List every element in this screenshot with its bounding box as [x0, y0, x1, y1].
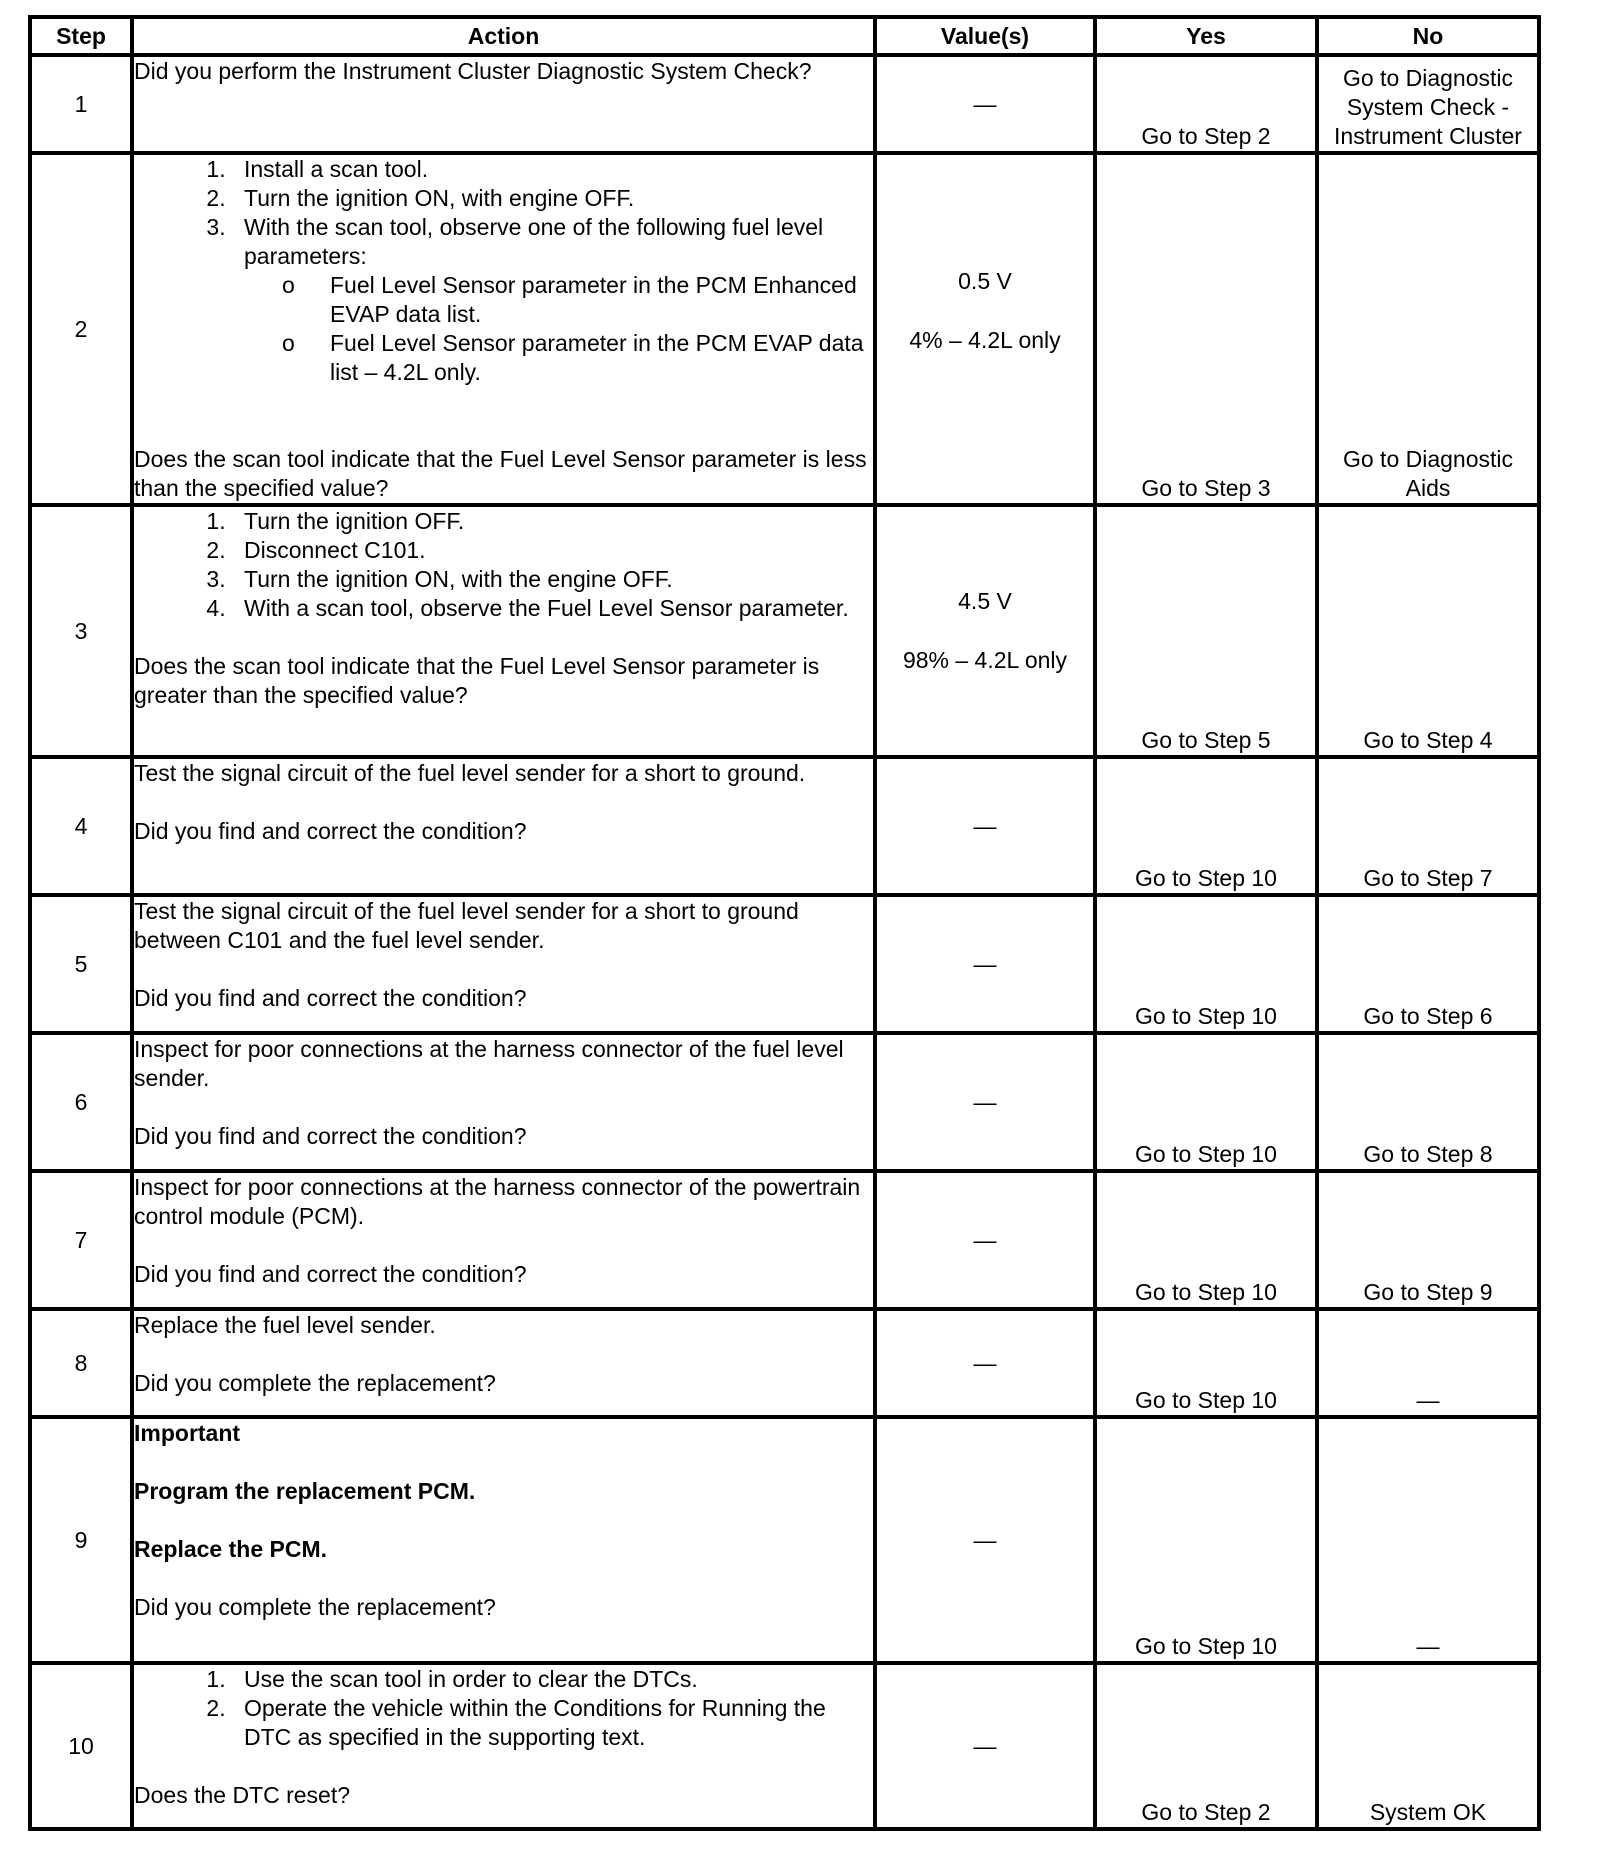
diagnostic-table: [28, 15, 1541, 1831]
yes-cell: Go to Step 2: [1095, 1663, 1317, 1829]
action-text: Test the signal circuit of the fuel level sender for a short to ground.: [134, 760, 806, 786]
step-number: 2: [30, 153, 132, 505]
value-cell: —: [875, 1033, 1095, 1171]
list-item: 2. Turn the ignition ON, with engine OFF.: [232, 184, 873, 213]
step-number: 10: [30, 1663, 132, 1829]
table-row: [30, 1033, 1539, 1171]
value-cell: [875, 505, 1095, 757]
important-label: Important: [134, 1420, 241, 1446]
step-number: 4: [30, 757, 132, 895]
header-yes: Yes: [1095, 17, 1317, 55]
step-number: 9: [30, 1417, 132, 1663]
sub-list-item: o Fuel Level Sensor parameter in the PCM EVAP data list – 4.2L only.: [330, 329, 873, 387]
action-cell: [132, 505, 875, 757]
no-cell: Go to Diagnostic System Check - Instrument Cluster: [1317, 55, 1539, 153]
action-cell: [132, 1171, 875, 1309]
question-text: Did you find and correct the condition?: [134, 1261, 527, 1287]
table-row: [30, 757, 1539, 895]
action-list: [134, 507, 873, 623]
question-text: Does the scan tool indicate that the Fuel Level Sensor parameter is greater than the specified value?: [134, 653, 820, 708]
action-text: Inspect for poor connections at the harness connector of the fuel level sender.: [134, 1036, 844, 1091]
header-row: [30, 17, 1539, 55]
table-row: [30, 55, 1539, 153]
list-item: 2. Operate the vehicle within the Conditions for Running the DTC as specified in the supporting text.: [232, 1694, 873, 1752]
action-cell: [132, 757, 875, 895]
no-cell: Go to Step 4: [1317, 505, 1539, 757]
yes-cell: Go to Step 10: [1095, 1417, 1317, 1663]
step-number: 8: [30, 1309, 132, 1417]
no-cell: Go to Step 7: [1317, 757, 1539, 895]
important-text: Program the replacement PCM.: [134, 1478, 476, 1504]
step-number: 7: [30, 1171, 132, 1309]
no-cell: —: [1317, 1309, 1539, 1417]
value-cell: [875, 153, 1095, 505]
step-number: 1: [30, 55, 132, 153]
no-cell: Go to Step 6: [1317, 895, 1539, 1033]
action-list: [134, 155, 873, 387]
yes-cell: Go to Step 2: [1095, 55, 1317, 153]
yes-cell: Go to Step 10: [1095, 1171, 1317, 1309]
no-cell: Go to Diagnostic Aids: [1317, 153, 1539, 505]
question-text: Did you complete the replacement?: [134, 1594, 496, 1620]
action-text: Replace the fuel level sender.: [134, 1312, 436, 1338]
important-text: Replace the PCM.: [134, 1536, 327, 1562]
value-cell: —: [875, 757, 1095, 895]
no-cell: Go to Step 9: [1317, 1171, 1539, 1309]
header-values: Value(s): [875, 17, 1095, 55]
action-list: [134, 1665, 873, 1752]
list-item: [232, 213, 873, 387]
action-text: Inspect for poor connections at the harness connector of the powertrain control module (PCM).: [134, 1174, 861, 1229]
value-primary: 4.5 V: [958, 588, 1012, 614]
value-primary: 0.5 V: [958, 268, 1012, 294]
no-cell: —: [1317, 1417, 1539, 1663]
action-cell: [132, 55, 875, 153]
action-cell: [132, 1309, 875, 1417]
yes-cell: Go to Step 10: [1095, 757, 1317, 895]
table-row: [30, 1663, 1539, 1829]
step-number: 6: [30, 1033, 132, 1171]
value-cell: —: [875, 55, 1095, 153]
action-cell: [132, 1417, 875, 1663]
list-item-text: With the scan tool, observe one of the following fuel level parameters:: [244, 214, 824, 269]
step-number: 5: [30, 895, 132, 1033]
list-item: 3. Turn the ignition ON, with the engine OFF.: [232, 565, 873, 594]
list-item: 1. Use the scan tool in order to clear the DTCs.: [232, 1665, 873, 1694]
no-cell: System OK: [1317, 1663, 1539, 1829]
value-cell: —: [875, 1309, 1095, 1417]
list-item: 1. Turn the ignition OFF.: [232, 507, 873, 536]
no-cell: Go to Step 8: [1317, 1033, 1539, 1171]
action-text: Did you perform the Instrument Cluster Diagnostic System Check?: [134, 58, 812, 84]
yes-cell: Go to Step 10: [1095, 895, 1317, 1033]
sub-list-item: o Fuel Level Sensor parameter in the PCM Enhanced EVAP data list.: [330, 271, 873, 329]
table-row: [30, 153, 1539, 505]
question-text: Did you find and correct the condition?: [134, 985, 527, 1011]
value-cell: —: [875, 895, 1095, 1033]
yes-cell: Go to Step 3: [1095, 153, 1317, 505]
list-item: 1. Install a scan tool.: [232, 155, 873, 184]
value-cell: —: [875, 1663, 1095, 1829]
value-cell: —: [875, 1171, 1095, 1309]
question-text: Did you find and correct the condition?: [134, 818, 527, 844]
list-item: 4. With a scan tool, observe the Fuel Level Sensor parameter.: [232, 594, 873, 623]
header-step: Step: [30, 17, 132, 55]
question-text: Does the DTC reset?: [134, 1782, 351, 1808]
question-text: Did you find and correct the condition?: [134, 1123, 527, 1149]
header-action: Action: [132, 17, 875, 55]
header-no: No: [1317, 17, 1539, 55]
question-text: Does the scan tool indicate that the Fuel Level Sensor parameter is less than the specified value?: [134, 446, 867, 501]
action-cell: [132, 895, 875, 1033]
action-cell: [132, 1033, 875, 1171]
action-text: Test the signal circuit of the fuel level sender for a short to ground between C101 and the fuel level sender.: [134, 898, 799, 953]
value-secondary: 4% – 4.2L only: [909, 327, 1061, 353]
yes-cell: Go to Step 10: [1095, 1033, 1317, 1171]
action-cell: [132, 1663, 875, 1829]
value-cell: —: [875, 1417, 1095, 1663]
action-cell: [132, 153, 875, 505]
table-row: [30, 895, 1539, 1033]
table-row: [30, 1171, 1539, 1309]
table-row: [30, 505, 1539, 757]
table-row: [30, 1417, 1539, 1663]
list-item: 2. Disconnect C101.: [232, 536, 873, 565]
yes-cell: Go to Step 10: [1095, 1309, 1317, 1417]
step-number: 3: [30, 505, 132, 757]
question-text: Did you complete the replacement?: [134, 1370, 496, 1396]
sub-list: [244, 271, 873, 387]
value-secondary: 98% – 4.2L only: [902, 647, 1068, 673]
yes-cell: Go to Step 5: [1095, 505, 1317, 757]
table-row: [30, 1309, 1539, 1417]
